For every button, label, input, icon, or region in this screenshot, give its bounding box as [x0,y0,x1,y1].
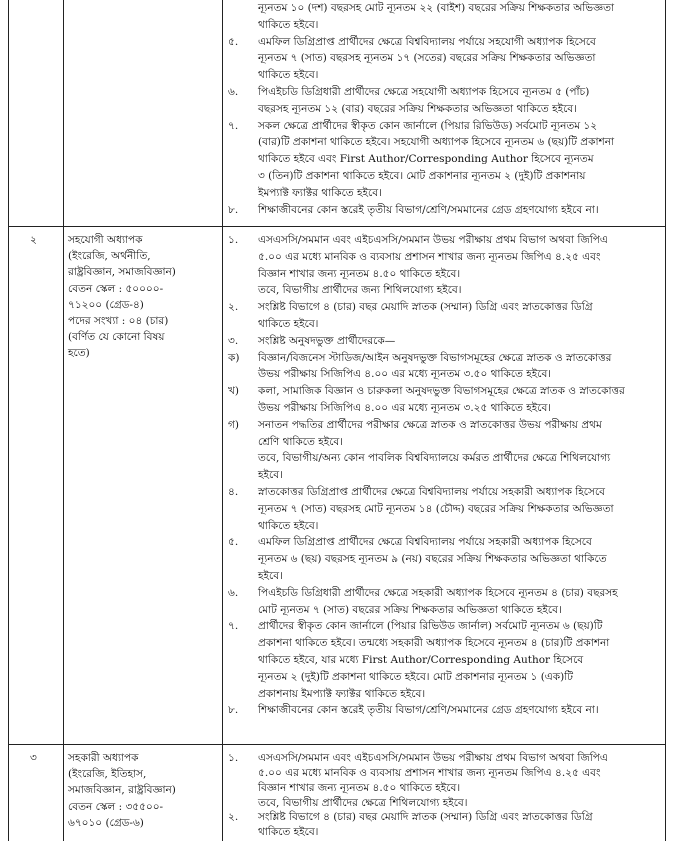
item-number: ৩. [228,334,239,347]
item-number: ৫. [228,536,239,549]
item-number: ১. [228,234,239,246]
table-column-rule [8,0,9,841]
requirement-text-line: উভয় পরীক্ষায় সিজিপিএ ৪.০০ এর মধ্যে ন্যূনতম ৩.২৫ থাকিতে হইবে। [258,402,552,414]
table-row-rule [8,744,665,745]
requirement-text-line: প্রকাশনায় ইমপ্যাক্ট ফ্যাক্টর থাকিতে হইবে। [258,687,426,700]
requirement-text-line: প্রকাশনা থাকিতে হইবে। তন্মধ্যে সহকারী অধ্যাপক হিসেবে ন্যূনতম ৪ (চার)টি প্রকাশনা [258,637,610,650]
post-description-line: ৭১২০০ (গ্রেড-৪) [68,298,144,311]
requirement-text-line: প্রার্থীদের স্বীকৃত কোন জার্নালে (পিয়ার রিভিউড জার্নাল) সর্বমোট ন্যূনতম ৬ (ছয়)টি [258,620,603,633]
requirement-text-line: থাকিতে হইবে এবং First Author/Corresponding Author হিসেবে ন্যূনতম [258,153,594,166]
table-column-rule [63,0,64,841]
requirement-text-line: হইবে। [258,570,283,582]
row-serial: ২ [30,234,37,246]
row-serial: ৩ [30,752,37,764]
item-number: ১. [228,752,239,764]
requirement-text-line: বিজ্ঞান/বিজনেস স্টাডিজ/আইন অনুষদভুক্ত বিভাগসমূহের ক্ষেত্রে স্নাতক ও স্নাতকোত্তর [258,351,612,364]
post-description-line: সহযোগী অধ্যাপক [68,234,143,246]
item-number: ৫. [228,35,239,48]
requirement-text-line: ন্যূনতম ৭ (সাত) বছরসহ ন্যূনতম ১৭ (সতের) বছরের সক্রিয় শিক্ষকতার অভিজ্ঞতা [258,52,596,65]
requirement-text-line: সনাতন পদ্ধতির প্রার্থীদের পরীক্ষার ক্ষেত্রে স্নাতক ও স্নাতকোত্তর উভয় পরীক্ষায় প্রথম [258,418,602,431]
requirement-text-line: থাকিতে হইবে। [258,18,319,31]
requirement-text-line: (বার)টি প্রকাশনা থাকিতে হইবে। সহযোগী অধ্যাপক হিসেবে ন্যূনতম ৬ (ছয়)টি প্রকাশনা [258,136,615,149]
requirement-text-line: সংশ্লিষ্ট অনুষদভুক্ত প্রার্থীদেরকে— [258,334,396,347]
item-number: ৮. [228,203,239,216]
requirement-text-line: ৫.০০ এর মধ্যে মানবিক ও ব্যবসায় প্রশাসন শাখার জন্য ন্যূনতম জিপিএ ৪.২৫ এবং [258,250,601,263]
post-description-line: হতে) [68,347,90,360]
requirement-text-line: থাকিতে হইবে। [258,519,319,532]
item-number: ৬. [228,586,239,599]
requirement-text-line: তবে, বিভাগীয় প্রার্থীদের ক্ষেত্রে শিথিলযোগ্য হইবে। [258,796,468,809]
requirement-text-line: এমফিল ডিগ্রিপ্রাপ্ত প্রার্থীদের ক্ষেত্রে বিশ্ববিদ্যালয় পর্যায়ে সহযোগী অধ্যাপক হিসেবে [258,35,596,48]
item-number: ২. [228,301,239,314]
table-column-rule [665,0,666,841]
requirement-text-line: সংশ্লিষ্ট বিভাগে ৪ (চার) বছর মেয়াদি স্নাতক (সম্মান) ডিগ্রি এবং স্নাতকোত্তর ডিগ্রি [258,811,593,824]
requirement-text-line: থাকিতে হইবে। [258,826,319,839]
item-number: ক) [228,351,240,364]
requirement-text-line: মোট ন্যূনতম ৭ (সাত) বছরের সক্রিয় শিক্ষকতার অভিজ্ঞতা থাকিতে হইবে। [258,603,562,616]
requirement-text-line: ন্যূনতম ১০ (দশ) বছরসহ মোট ন্যূনতম ২২ (বাইশ) বছরের সক্রিয় শিক্ষকতার অভিজ্ঞতা [258,2,615,14]
post-description-line: (ইংরেজি, অর্থনীতি, [68,250,151,263]
post-description-line: রাষ্ট্রবিজ্ঞান, সমাজবিজ্ঞান) [68,266,176,279]
requirement-text-line: ন্যূনতম ২ (দুই)টি প্রকাশনা থাকিতে হইবে। মোট প্রকাশনার ন্যূনতম ১ (এক)টি [258,670,573,683]
requirement-text-line: ৩ (তিন)টি প্রকাশনা থাকিতে হইবে। মোট প্রকাশনার ন্যূনতম ২ (দুই)টি প্রকাশনায় [258,170,586,182]
item-number: ৬. [228,86,239,98]
requirement-text-line: তবে, বিভাগীয় প্রার্থীদের জন্য শিথিলযোগ্য হইবে। [258,284,462,297]
requirement-text-line: উভয় পরীক্ষায় সিজিপিএ ৪.০০ এর মধ্যে ন্যূনতম ৩.৫০ থাকিতে হইবে। [258,368,552,381]
requirement-text-line: বিজ্ঞান শাখার জন্য ন্যূনতম ৪.৫০ থাকিতে হইবে। [258,267,461,280]
post-description-line: (বর্ণিত যে কোনো বিষয় [68,331,165,344]
post-description-line: বেতন স্কেল : ৩৫৫০০- [68,800,164,813]
requirement-text-line: বিজ্ঞান শাখার জন্য ন্যূনতম ৪.৫০ থাকিতে হইবে। [258,781,461,794]
requirement-text-line: স্নাতকোত্তর ডিগ্রিপ্রাপ্ত প্রার্থীদের ক্ষেত্রে বিশ্ববিদ্যালয় পর্যায়ে সহকারী অধ্যাপক হিসেবে [258,486,606,498]
requirement-text-line: এমফিল ডিগ্রিপ্রাপ্ত প্রার্থীদের ক্ষেত্রে বিশ্ববিদ্যালয় পর্যায়ে সহকারী অধ্যাপক হিসেবে [258,536,592,549]
requirement-text-line: ৫.০০ এর মধ্যে মানবিক ও ব্যবসায় প্রশাসন শাখার জন্য ন্যূনতম জিপিএ ৪.২৫ এবং [258,766,601,779]
requirement-text-line: হইবে। [258,469,283,482]
item-number: গ) [228,418,239,431]
requirement-text-line: শিক্ষাজীবনের কোন স্তরেই তৃতীয় বিভাগ/শ্রেণি/সমমানের গ্রেড গ্রহণযোগ্য হইবে না। [258,203,599,216]
post-description-line: (ইংরেজি, ইতিহাস, [68,768,147,781]
requirement-text-line: সকল ক্ষেত্রে প্রার্থীদের স্বীকৃত কোন জার্নালে (পিয়ার রিভিউড) সর্বমোট ন্যূনতম ১২ [258,119,598,132]
post-description-line: ৬৭০১০ (গ্রেড-৬) [68,816,144,829]
item-number: ৭. [228,620,239,633]
item-number: ৪. [228,486,239,498]
item-number: ২. [228,811,239,824]
item-number: ৭. [228,119,239,132]
requirement-text-line: ইমপ্যাক্ট ফ্যাক্টর থাকিতে হইবে। [258,186,382,199]
item-number: খ) [228,385,239,398]
requirement-text-line: সংশ্লিষ্ট বিভাগে ৪ (চার) বছর মেয়াদি স্নাতক (সম্মান) ডিগ্রি এবং স্নাতকোত্তর ডিগ্রি [258,301,593,314]
requirement-text-line: শিক্ষাজীবনের কোন স্তরেই তৃতীয় বিভাগ/শ্রেণি/সমমানের গ্রেড গ্রহণযোগ্য হইবে না। [258,704,599,717]
requirement-text-line: তবে, বিভাগীয়/অন্য কোন পাবলিক বিশ্ববিদ্যালয়ে কর্মরত প্রার্থীদের ক্ষেত্রে শিথিলযোগ্য [258,452,611,465]
requirement-text-line: কলা, সামাজিক বিজ্ঞান ও চারুকলা অনুষদভুক্ত বিভাগসমূহের ক্ষেত্রে স্নাতক ও স্নাতকোত্তর [258,385,625,398]
post-description-line: সহকারী অধ্যাপক [68,752,139,764]
requirement-text-line: এসএসসি/সমমান এবং এইচএসসি/সমমান উভয় পরীক্ষায় প্রথম বিভাগ অথবা জিপিএ [258,234,608,246]
requirement-text-line: থাকিতে হইবে, যার মধ্যে First Author/Corresponding Author হিসেবে [258,654,584,666]
requirement-text-line: থাকিতে হইবে। [258,318,319,330]
table-row-rule [8,226,665,227]
requirement-text-line: পিএইচডি ডিগ্রিধারী প্রার্থীদের ক্ষেত্রে সহযোগী অধ্যাপক হিসেবে ন্যূনতম ৫ (পাঁচ) [258,86,590,98]
requirement-text-line: শ্রেণি থাকিতে হইবে। [258,435,344,448]
post-description-line: বেতন স্কেল : ৫০০০০- [68,282,164,295]
requirement-text-line: থাকিতে হইবে। [258,69,319,82]
table-column-rule [222,0,223,841]
requirement-text-line: এসএসসি/সমমান এবং এইচএসসি/সমমান উভয় পরীক্ষায় প্রথম বিভাগ অথবা জিপিএ [258,752,608,764]
post-description-line: সমাজবিজ্ঞান, রাষ্ট্রবিজ্ঞান) [68,784,176,797]
item-number: ৮. [228,704,239,717]
post-description-line: পদের সংখ্যা : ০৪ (চার) [68,315,169,327]
requirement-text-line: ন্যূনতম ৭ (সাত) বছরসহ মোট ন্যূনতম ১৪ (চৌদ্দ) বছরের সক্রিয় শিক্ষকতার অভিজ্ঞতা [258,502,614,515]
requirement-text-line: ন্যূনতম ৬ (ছয়) বছরসহ ন্যূনতম ৯ (নয়) বছরের সক্রিয় শিক্ষকতার অভিজ্ঞতা থাকিতে [258,553,607,566]
requirement-text-line: বছরসহ ন্যূনতম ১২ (বার) বছরের সক্রিয় শিক্ষকতার অভিজ্ঞতা থাকিতে হইবে। [258,102,577,115]
requirement-text-line: পিএইচডি ডিগ্রিধারী প্রার্থীদের ক্ষেত্রে সহকারী অধ্যাপক হিসেবে ন্যূনতম ৪ (চার) বছরসহ [258,586,618,599]
